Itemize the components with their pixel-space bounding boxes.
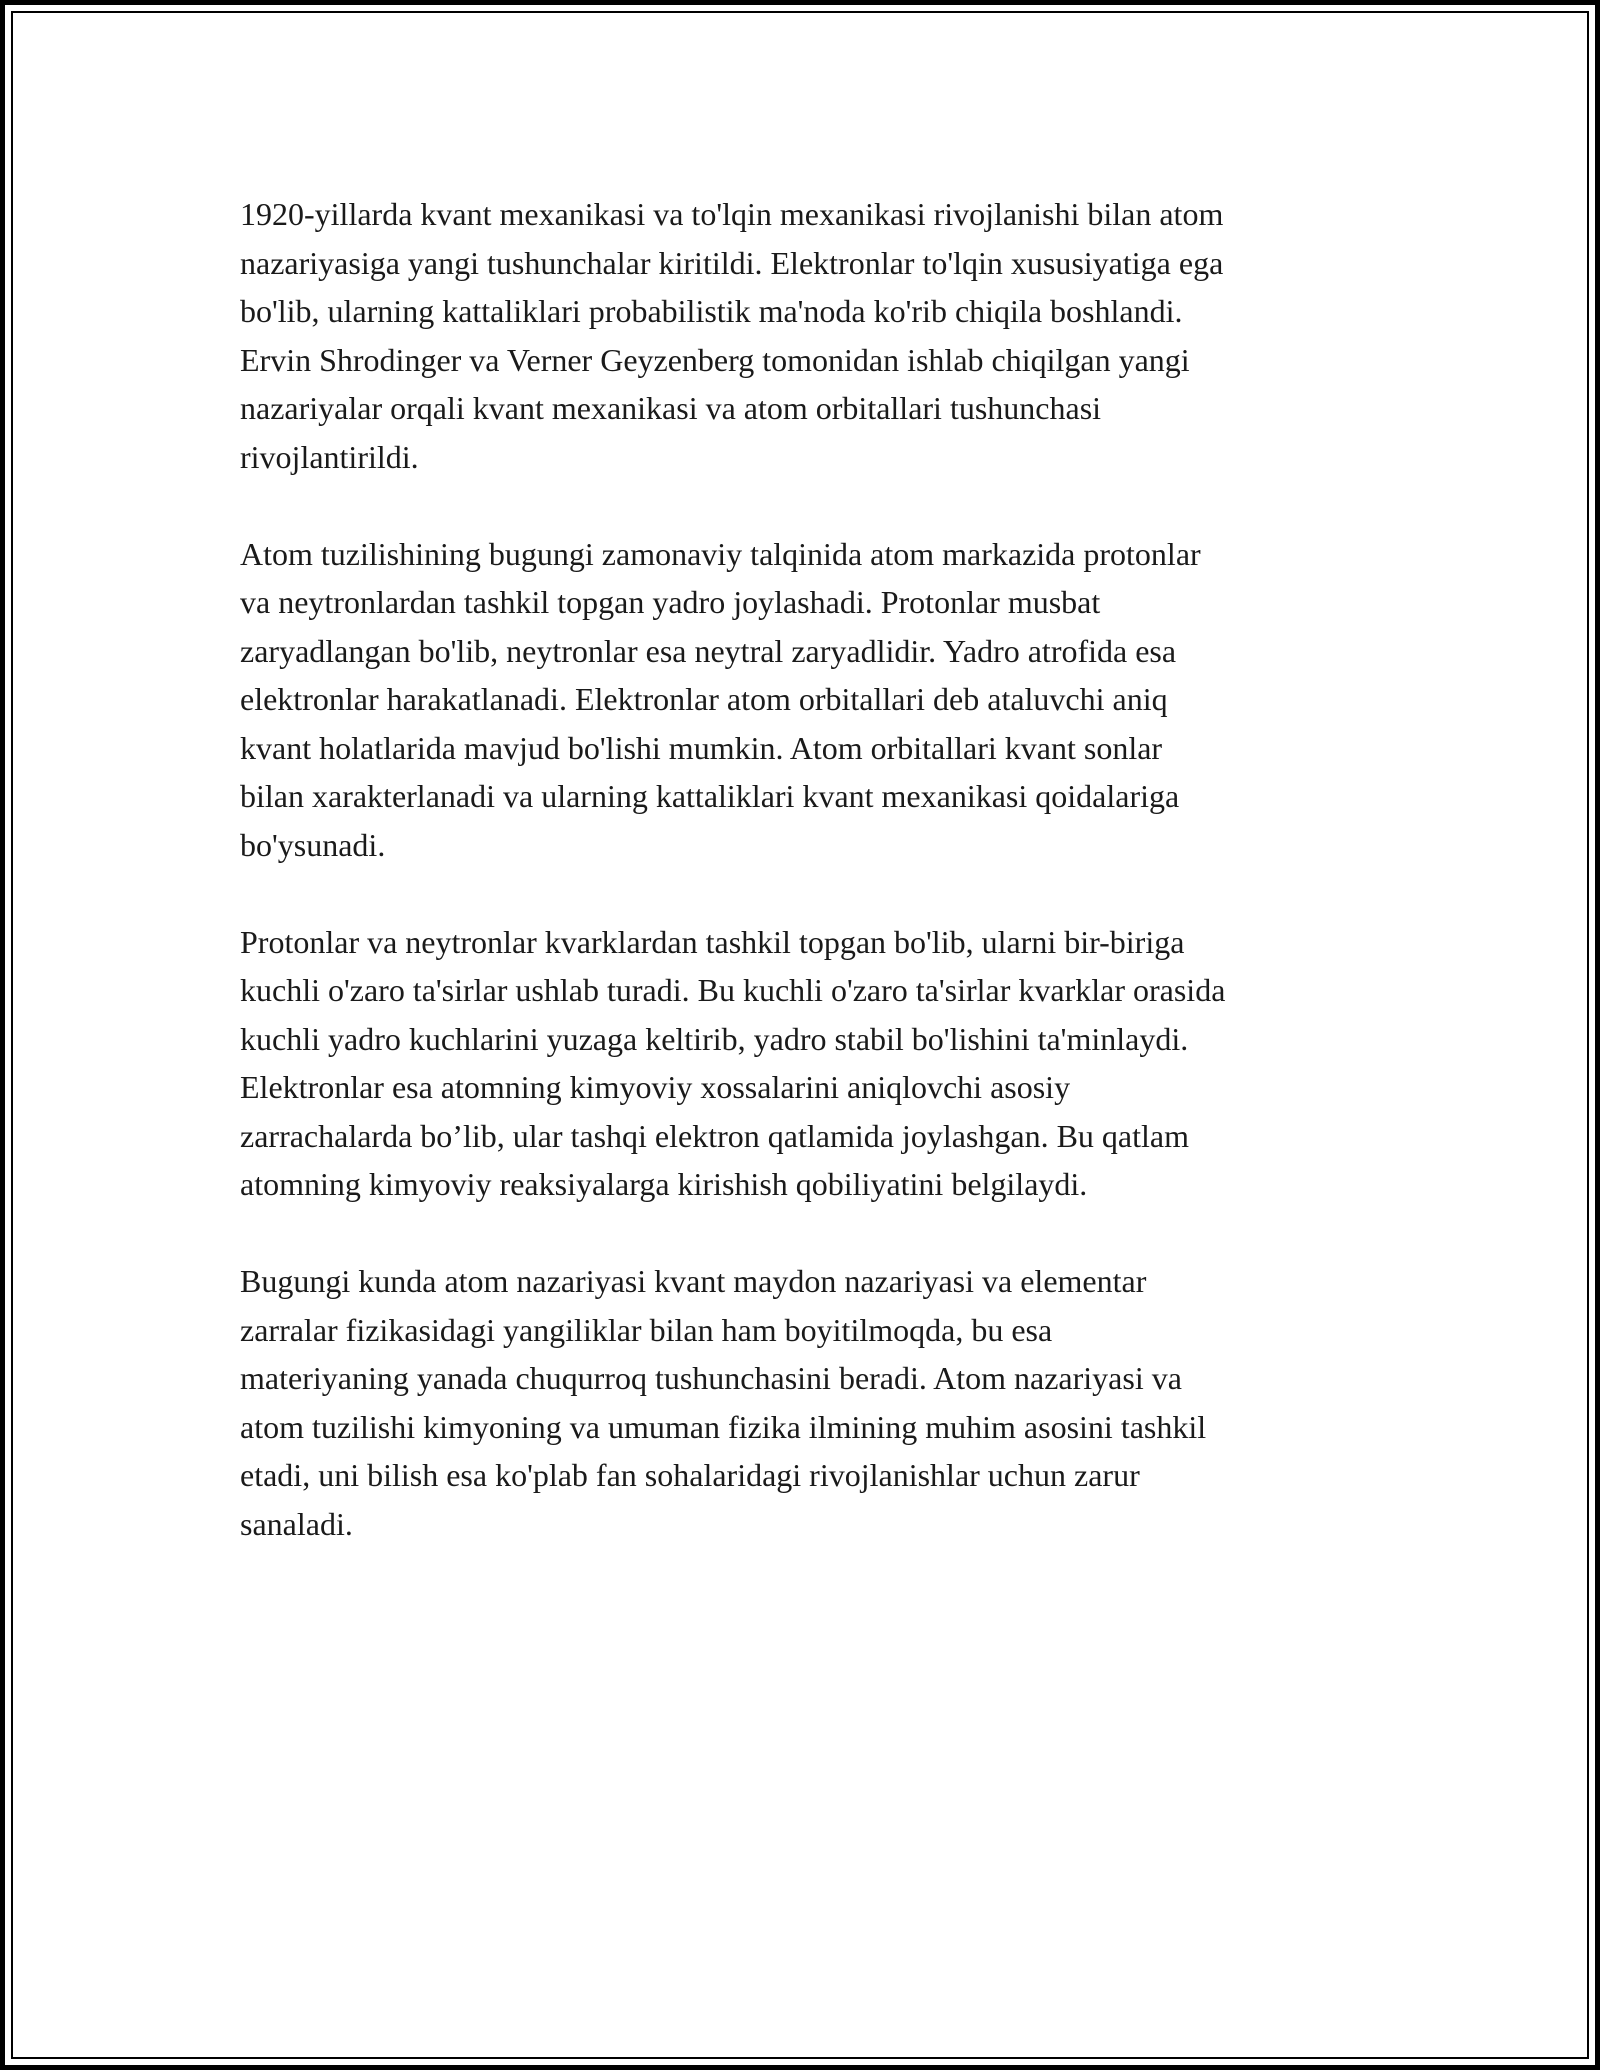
paragraph-3: Protonlar va neytronlar kvarklardan tashkil topgan bo'lib, ularni bir-biriga kuchli o'zaro ta'sirlar ushlab turadi. Bu kuchli o'zaro ta'sirlar kvarklar orasida kuchli yadro kuchlarini yuzaga keltirib, yadro stabil bo'lishini ta'minlaydi. Elektronlar esa atomning kimyoviy xossalarini aniqlovchi asosiy zarrachalarda bo’lib, ular tashqi elektron qatlamida joylashgan. Bu qatlam atomning kimyoviy reaksiyalarga kirishish qobiliyatini belgilaydi. <box>240 923 1226 1202</box>
paragraph-4: Bugungi kunda atom nazariyasi kvant maydon nazariyasi va elementar zarralar fizikasidagi yangiliklar bilan ham boyitilmoqda, bu esa materiyaning yanada chuqurroq tushunchasini beradi. Atom nazariyasi va atom tuzilishi kimyoning va umuman fizika ilmining muhim asosini tashkil etadi, uni bilish esa ko'plab fan sohalaridagi rivojlanishlar uchun zarur sanaladi. <box>240 1263 1207 1542</box>
document-body <box>240 190 1380 1597</box>
paragraph-1: 1920-yillarda kvant mexanikasi va to'lqin mexanikasi rivojlanishi bilan atom nazariyasiga yangi tushunchalar kiritildi. Elektronlar to'lqin xususiyatiga ega bo'lib, ularning kattaliklari probabilistik ma'noda ko'rib chiqila boshlandi. Ervin Shrodinger va Verner Geyzenberg tomonidan ishlab chiqilgan yangi nazariyalar orqali kvant mexanikasi va atom orbitallari tushunchasi rivojlantirildi. <box>240 196 1224 475</box>
paragraph-2: Atom tuzilishining bugungi zamonaviy talqinida atom markazida protonlar va neytronlardan tashkil topgan yadro joylashadi. Protonlar musbat zaryadlangan bo'lib, neytronlar esa neytral zaryadlidir. Yadro atrofida esa elektronlar harakatlanadi. Elektronlar atom orbitallari deb ataluvchi aniq kvant holatlarida mavjud bo'lishi mumkin. Atom orbitallari kvant sonlar bilan xarakterlanadi va ularning kattaliklari kvant mexanikasi qoidalariga bo'ysunadi. <box>240 535 1201 863</box>
